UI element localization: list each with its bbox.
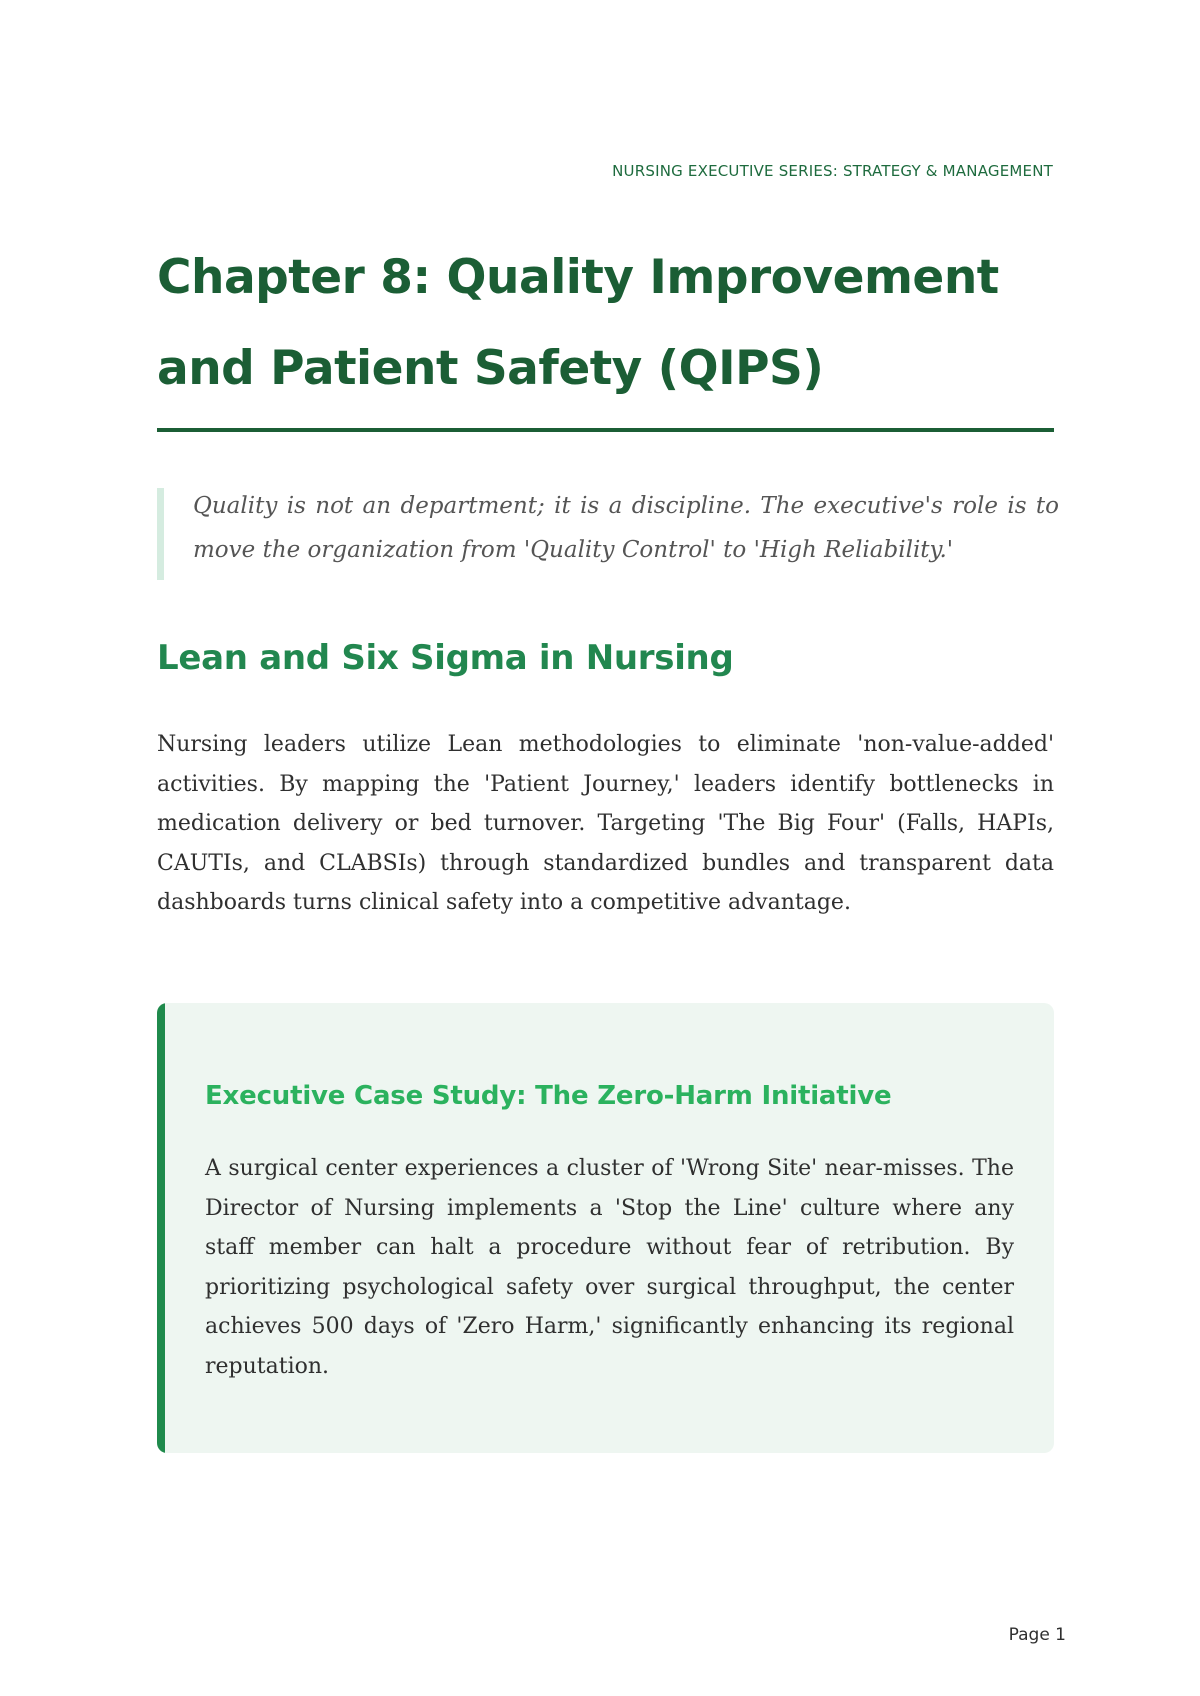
page-number: Page 1	[1008, 1625, 1066, 1645]
body-paragraph: Nursing leaders utilize Lean methodologies to eliminate 'non-value-added' activities. By mapping the 'Patient Journey,' leaders identify bottlenecks in medication delivery or bed turnover. Targeting 'The Big Four' (Falls, HAPIs, CAUTIs, and CLABSIs) through standardized bundles and transparent data dashboards turns clinical safety into a competitive advantage.	[157, 732, 1054, 915]
case-study-accent-bar	[157, 1003, 165, 1453]
quote-text: Quality is not an department; it is a discipline. The executive's role is to move the organization from 'Quality Control' to 'High Reliability.'	[193, 493, 1059, 563]
series-header: NURSING EXECUTIVE SERIES: STRATEGY & MANAGEMENT	[612, 162, 1053, 180]
chapter-title: Chapter 8: Quality Improvement and Patient Safety (QIPS)	[157, 250, 999, 396]
section-heading: Lean and Six Sigma in Nursing	[157, 638, 734, 678]
quote-accent-bar	[157, 488, 164, 580]
case-study-box	[157, 1003, 1054, 1453]
case-study-title: Executive Case Study: The Zero-Harm Initiative	[205, 1081, 892, 1111]
case-study-text: A surgical center experiences a cluster of 'Wrong Site' near-misses. The Director of Nursing implements a 'Stop the Line' culture where any staff member can halt a procedure without fear of retribution. By prioritizing psychological safety over surgical throughput, the center achieves 500 days of 'Zero Harm,' significantly enhancing its regional reputation.	[205, 1156, 1014, 1379]
title-divider	[157, 428, 1054, 432]
pull-quote	[157, 488, 1059, 580]
